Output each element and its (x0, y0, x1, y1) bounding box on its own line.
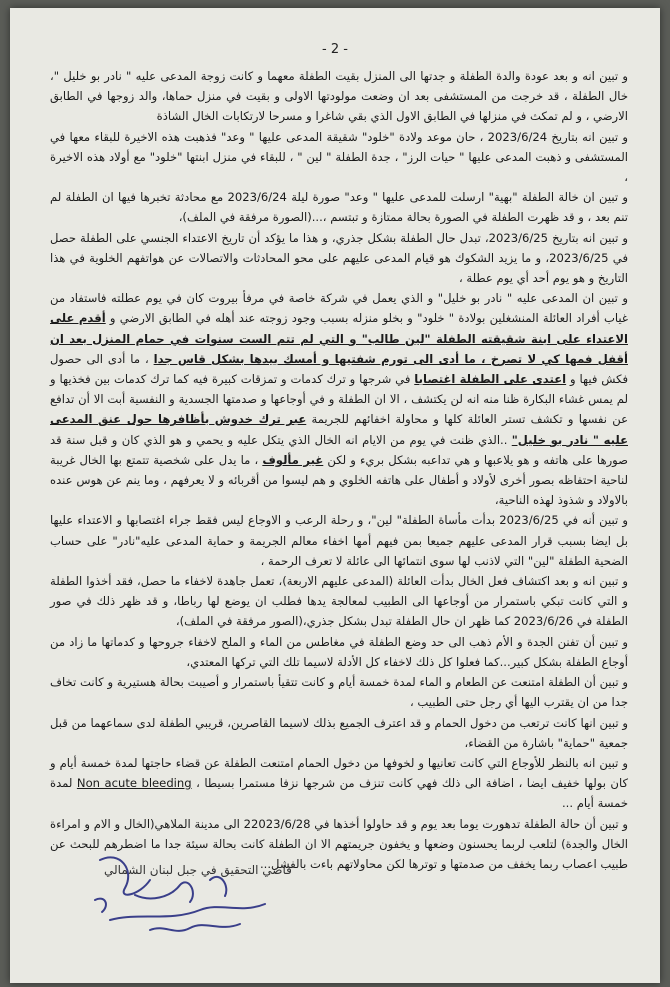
document-body (50, 66, 628, 874)
text-run: و تبين أن تفنن الجدة و الأم ذهب الى حد وضع الطفلة في مغاطس من الماء و الملح لاخفاء جروحها و كدماتها ما زاد من أوجاع الطفلة بشكل كبير...كما فعلوا كل ذلك لاخفاء كل الأدلة لاسيما تلك التي تركها المعتدي، (50, 634, 628, 669)
judge-title: قاضي التحقيق في جبل لبنان الشمالي (104, 863, 292, 877)
paragraph (50, 632, 628, 672)
emphasized-text: عبر ترك خدوش بأظافرها حول عنق المدعى عليه " نادر بو خليل" (50, 412, 628, 447)
text-run: و تبين انه و بعد اكتشاف فعل الخال بدأت العائلة (المدعى عليهم الاربعة)، تعمل جاهدة لاخفاء ما حصل، فقد أخذوا الطفلة و التي كانت تبكي باستمرار من أوجاعها الى الطبيب لمعالجة يدها فطلب ان يوضع لها رباطا، و قد ظهر ذلك في صور الطفلة في 2023/6/26 كما ظهر ان حال الطفلة تبدل بشكل جذري،(الصور مرفقة في الملف)، (50, 574, 628, 629)
text-run: و تبين ان المدعى عليه " نادر بو خليل" و الذي يعمل في شركة خاصة في مرفأ بيروت كان في يوم عطلته فاستفاد من غياب أفراد العائلة المنشغلين بولادة " خلود" و بخلو منزله بسبب وجود زوجته عند أهله في الطابق الارضي و (50, 291, 628, 326)
text-run: ، ما أدى الى حصول فكش فيها و (50, 351, 628, 387)
text-run: و تبين انه بتاريخ 2023/6/24 ، حان موعد ولادة "خلود" شقيقة المدعى عليها " وعد" فذهبت هذه الاخيرة للبقاء معها في المستشفى و ذهبت المدعى عليها " حيات الرز" ، جدة الطفلة " لين " ، للبقاء في منزل ابنتها "خلود" مع أولاد هذه الاخيرة ، (50, 129, 629, 185)
paragraph (50, 672, 628, 712)
paragraph (50, 510, 628, 571)
page-number: - 2 - (322, 42, 348, 57)
emphasized-text: غير مألوف (262, 452, 324, 467)
text-run: لمدة خمسة أيام ... (50, 776, 628, 811)
paragraph (50, 713, 628, 753)
document-page (10, 8, 660, 983)
text-run: و تبين أن حالة الطفلة تدهورت يوما بعد يوم و قد حاولوا أخذها في 22023/6/28 الى مدينة الملاهي(الخال و الام و امراءة الخال والجدة) لتلعب لربما يحسنون وضعها و يخفون جريمتهم الا ان الطفلة كانت بحالة سيئة جدا ما اضطرهم للبحث عن طبيب اعصاب ربما يخفف من صدمتها و توترها لكن محاولاتهم باءت بالفشل... (50, 816, 629, 871)
text-run: في شرجها و ترك كدمات و تمزقات كبيرة فيه كما ترك كدمات بين فخذيها و لم يمس غشاء البكارة ظنا منه انه لن يكتشف ، الا ان الطفلة و في أوجاعها و صدمتها الجسدية و النفسية أبت الا أن تدافع عن نفسها و تكشف تستر العائلة كلها و محاولة اخفائهم للجريمة (50, 372, 628, 427)
paragraph (50, 127, 628, 188)
paragraph (50, 187, 628, 227)
emphasized-text: اعتدى على الطفلة اغتصابا (414, 372, 567, 387)
signature-stamp (80, 840, 280, 950)
text-run: و تبين ان خالة الطفلة "بهية" ارسلت للمدعى عليها " وعد" صورة ليلة 2023/6/24 مع محادثة تخبرها فيها ان الطفلة لم تنم بعد ، و قد ظهرت الطفلة في الصورة بحالة ممتازة و تبتسم ،...(الصورة مرفقة في الملف)، (50, 190, 628, 225)
text-run: ، ما يدل على شخصية تتمتع بها الخال غريبة لناحية احتفاظه بصور أخرى لأولاد و أطفال على هاتفه الخلوي و هم ليسوا من أقربائه و لا يعرفهم ، وما ينم عن هوس عنده بالاولاد و شذوذ لهذه الناحية، (50, 452, 628, 508)
paragraph (50, 66, 628, 127)
text-run: و تبين انه بالنظر للأوجاع التي كانت تعانيها و لخوفها من دخول الحمام امتنعت الطفلة عن قضاء حاجتها لمدة خمسة أيام و كان بولها خفيف ايضا ، اضافة الى ذلك فهي كانت تنزف من شرجها نزفا مستمرا بسيطا ، (50, 755, 628, 791)
emphasized-text: Non acute bleeding (76, 776, 192, 791)
text-run: و تبين أنه في 2023/6/25 بدأت مأساة الطفلة" لين"، و رحلة الرعب و الاوجاع ليس فقط جراء اغتصابها و الاعتداء عليها بل ايضا بسبب قرار المدعى عليهم جميعا بمن فيهم أمها اخفاء معالم الجريمة و حماية المدعى عليه"نادر" على حساب الضحية الطفلة "لين" التي لاذنب لها سوى انتمائها الى عائلة لا تعرف الرحمة ، (50, 513, 628, 568)
text-run: و تبين انها كانت ترتعب من دخول الحمام و قد اعترف الجميع بذلك لاسيما القاصرين، قريبي الطفلة لدى سماعهما من قبل جمعية "حماية" باشارة من القضاء، (50, 715, 628, 750)
text-run: و تبين أن الطفلة امتنعت عن الطعام و الماء لمدة خمسة أيام و كانت تتقيأ باستمرار و أصيبت بحالة هستيرية و كانت تخاف جدا من ان يقترب اليها أي رجل حتى الطبيب ، (50, 675, 628, 710)
paragraph (50, 228, 628, 289)
paragraph (50, 753, 628, 814)
text-run: ..الذي ظنت في يوم من الايام انه الخال الذي يتكل عليه و يحمي و هو الذي كان و قبل سنة قد صورها على هاتفه و هو يلاعبها و هي تداعبه بشكل بريء و لكن (50, 432, 628, 467)
emphasized-text: أقدم على الاعتداء على ابنة شقيقته الطفلة "لين طالب" و التي لم تتم الست سنوات في حمام المنزل بعد ان أقفل فمها كي لا تصرخ ، ما أدى الى تورم شفتيها و أمسك بيدها بشكل قاس جدا (50, 311, 628, 366)
text-run: و تبين انه و بعد عودة والدة الطفلة و جدتها الى المنزل بقيت الطفلة معهما و كانت زوجة المدعى عليه " نادر بو خليل "، خال الطفلة ، قد خرجت من المستشفى بعد ان وضعت مولودتها الاولى و بقيت في منزل حماها، والد زوجها في الطابق الارضي ، و لم تمكث في منزلها في الطابق الاول الذي بقي شاغرا و مسرحا لارتكابات الخال الشاذة (50, 69, 628, 124)
text-run: و تبين انه بتاريخ 2023/6/25، تبدل حال الطفلة بشكل جذري، و هذا ما يؤكد أن تاريخ الاعتداء الجنسي على الطفلة حصل في 2023/6/25، و ما يزيد الشكوك هو قيام المدعى عليهم على محو المحادثات والاتصالات عن هواتفهم الخلوية في هذا التاريخ و هو يوم أحد أي يوم عطلة ، (50, 230, 628, 286)
paragraph (50, 288, 628, 510)
paragraph (50, 571, 628, 632)
